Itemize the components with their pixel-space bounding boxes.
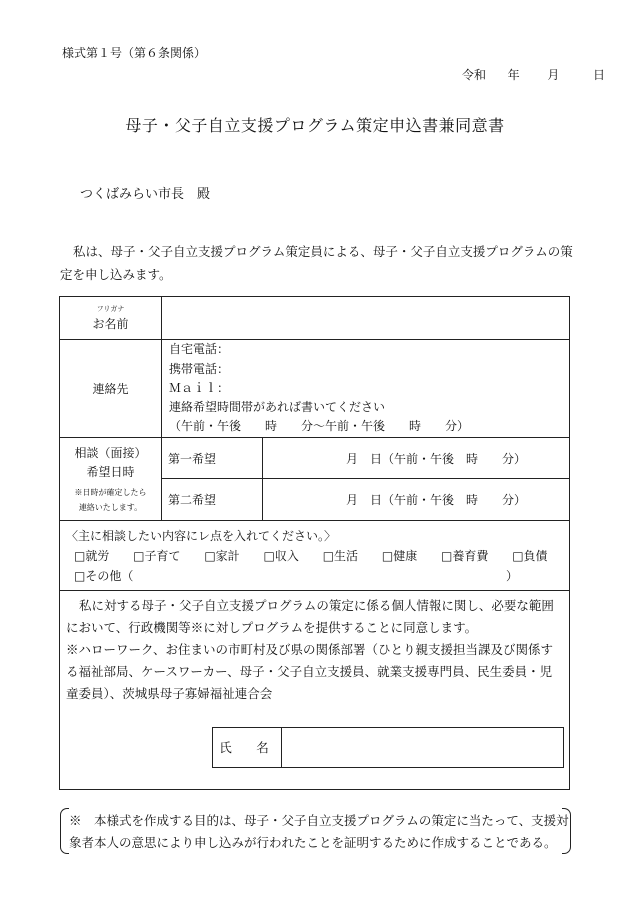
consent-paragraph: 私に対する母子・父子自立支援プログラムの策定に係る個人情報に関し、必要な範囲において、行政機関等※に対しプログラムを提供することに同意します。 — [66, 598, 554, 635]
checkbox-living[interactable]: □生活 — [322, 549, 359, 563]
consult-topics-options — [74, 547, 548, 564]
consult-topics-heading: 〈主に相談したい内容にレ点を入れてください。〉 — [66, 529, 337, 543]
date-line — [462, 66, 605, 83]
second-preference-label: 第二希望 — [162, 479, 263, 521]
checkbox-childcare[interactable]: □子育て — [133, 549, 181, 563]
consult-topics-section — [59, 521, 570, 591]
home-phone-line: 自宅電話： — [169, 342, 230, 357]
furigana-label: フリガナ — [96, 305, 125, 313]
mobile-phone-line: 携帯電話： — [169, 361, 230, 376]
name-label-cell — [60, 297, 162, 340]
checkbox-income[interactable]: □収入 — [263, 549, 299, 563]
consult-note-1: ※日時が確定したら — [74, 487, 147, 497]
consult-label-1: 相談（面接） — [74, 445, 147, 460]
name-label: お名前 — [92, 317, 129, 331]
first-preference-label: 第一希望 — [162, 438, 263, 479]
application-table — [59, 296, 570, 521]
mail-line: Ｍａｉｌ： — [169, 380, 230, 395]
contact-label: 連絡先 — [60, 340, 162, 438]
signature-box — [212, 727, 564, 768]
date-era: 令和 — [462, 68, 487, 82]
checkbox-household-budget[interactable]: □家計 — [204, 549, 240, 563]
checkbox-health[interactable]: □健康 — [381, 549, 418, 563]
checkbox-child-support[interactable]: □養育費 — [441, 549, 489, 563]
form-number: 様式第１号（第６条関係） — [62, 46, 207, 60]
checkbox-employment[interactable]: □就労 — [74, 549, 110, 563]
signature-field[interactable] — [282, 728, 563, 767]
purpose-footnote: ※ 本様式を作成する目的は、母子・父子自立支援プログラムの策定に当たって、支援対象者本人の意思により申し込みが行われたことを証明するために作成することである。 — [69, 813, 569, 850]
signature-label: 氏 名 — [213, 728, 282, 767]
contact-time-range: （午前・午後 時 分～午前・午後 時 分） — [169, 419, 470, 434]
consult-note-2: 連絡いたします。 — [78, 502, 143, 512]
date-month: 月 — [547, 68, 560, 82]
addressee: つくばみらい市長 殿 — [80, 187, 211, 202]
name-field[interactable] — [162, 297, 570, 340]
page-title: 母子・父子自立支援プログラム策定申込書兼同意書 — [125, 116, 505, 135]
intro-paragraph: 私は、母子・父子自立支援プログラム策定員による、母子・父子自立支援プログラムの策定を申し込みます。 — [60, 244, 573, 282]
date-day: 日 — [593, 68, 606, 82]
contact-field[interactable] — [162, 340, 570, 438]
contact-time-note: 連絡希望時間帯があれば書いてください — [169, 400, 386, 415]
consent-note: ※ハローワーク、お住まいの市町村及び県の関係部署（ひとり親支援担当課及び関係する福祉部局、ケースワーカー、母子・父子自立支援員、就業支援専門員、民生委員・児童委員）、茨城県母子寡婦福祉連合会 — [66, 642, 554, 701]
first-preference-field[interactable]: 月 日（午前・午後 時 分） — [263, 438, 570, 479]
consult-datetime-label — [60, 438, 162, 521]
checkbox-other[interactable]: □その他（ — [74, 569, 134, 583]
other-close-paren: ） — [506, 569, 519, 583]
footnote-bracket-left — [60, 808, 69, 854]
second-preference-field[interactable]: 月 日（午前・午後 時 分） — [263, 479, 570, 521]
consult-label-2: 希望日時 — [86, 464, 135, 479]
date-year: 年 — [507, 68, 520, 82]
checkbox-debt[interactable]: □負債 — [512, 549, 548, 563]
